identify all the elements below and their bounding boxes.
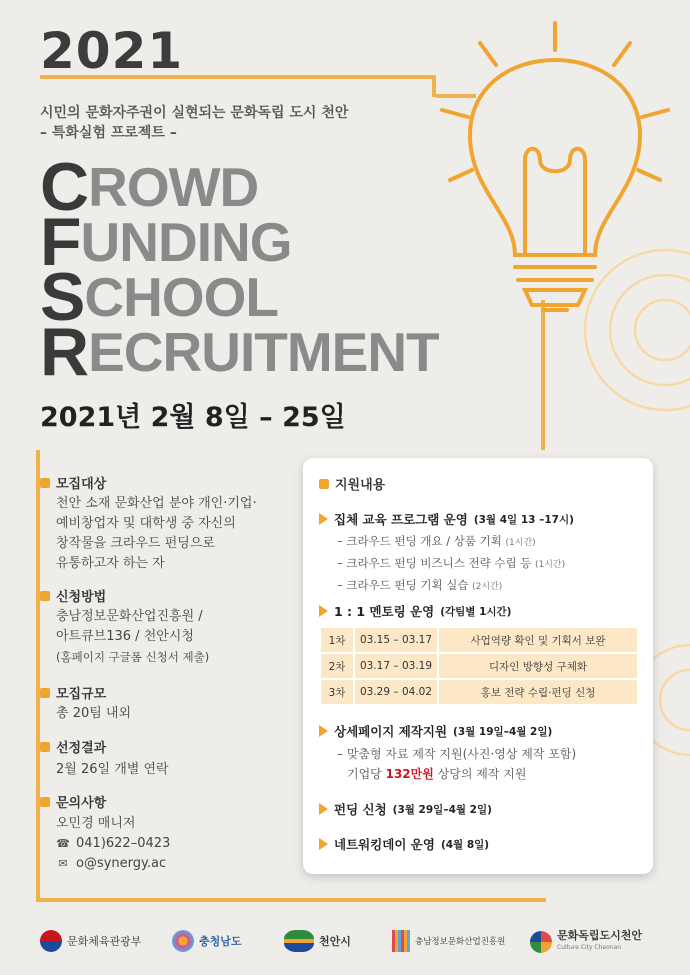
item-detail: (3월 4일 13 –17시) <box>473 513 574 526</box>
education-list <box>337 531 565 597</box>
item-mentoring <box>319 602 511 620</box>
text-line: 예비창업자 및 대학생 중 자신의 <box>56 516 236 531</box>
triangle-bullet-icon <box>319 605 328 617</box>
table-row <box>320 653 638 679</box>
contact-email: o@synergy.ac <box>76 856 167 871</box>
section-title: 문의사항 <box>56 796 107 811</box>
logo-label: 문화체육관광부 <box>67 935 142 948</box>
table-cell: 03.29 – 04.02 <box>354 679 438 705</box>
table-cell: 1차 <box>320 627 354 653</box>
table-row <box>320 679 638 705</box>
table-cell: 디자인 방향성 구체화 <box>438 653 638 679</box>
result-text: 2월 26일 개별 연락 <box>56 762 169 777</box>
contact-phone-row <box>56 834 170 854</box>
target-text <box>56 494 257 574</box>
item-funding <box>319 800 492 818</box>
text-line: – 맞춤형 자료 제작 지원(사진·영상 제작 포함) <box>337 747 577 761</box>
title-initial: S <box>40 259 85 335</box>
logo-chungnam <box>172 930 242 952</box>
section-title: 신청방법 <box>56 590 107 605</box>
item-detail: (4월 8일) <box>440 838 490 851</box>
item-detail-page <box>319 722 552 740</box>
square-bullet-icon <box>319 479 329 489</box>
item-networking <box>319 835 489 853</box>
deco-line-left-vertical <box>36 450 40 900</box>
item-label: 1 : 1 멘토링 운영 <box>334 604 435 619</box>
item-detail: (3월 19일–4월 2일) <box>453 725 553 738</box>
detail-page-text <box>337 744 576 784</box>
logo-ministry <box>40 930 141 952</box>
contact-email-row <box>56 854 170 874</box>
subtitle <box>40 103 348 143</box>
footer-logos <box>0 920 690 960</box>
section-scale <box>40 683 106 702</box>
year-heading: 2021 <box>40 22 184 80</box>
table-cell: 사업역량 확인 및 기획서 보완 <box>438 627 638 653</box>
title-row-funding <box>40 204 439 280</box>
text-post: 상당의 제작 지원 <box>433 767 527 781</box>
item-detail: (3월 29일–4월 2일) <box>392 803 492 816</box>
date-range: 2021년 2월 8일 – 25일 <box>40 402 346 433</box>
list-item-text: – 크라우드 펀딩 개요 / 상품 기획 <box>337 534 502 548</box>
triangle-bullet-icon <box>319 725 328 737</box>
deco-line-vertical <box>541 300 545 450</box>
title-row-crowd <box>40 149 439 225</box>
logo-label: 문화독립도시천안 <box>557 929 643 942</box>
text-line: 아트큐브136 / 천안시청 <box>56 629 194 644</box>
list-item-note: (2시간) <box>472 582 503 592</box>
triangle-bullet-icon <box>319 803 328 815</box>
item-label: 상세페이지 제작지원 <box>334 724 448 739</box>
main-title <box>40 149 439 390</box>
list-item-note: (1시간) <box>534 560 566 570</box>
contact-name: 오민경 매니저 <box>56 816 136 831</box>
title-rest: CHOOL <box>84 266 278 328</box>
logo-chungnam-institute <box>392 930 505 952</box>
contact-phone: 041)622–0423 <box>76 836 171 851</box>
title-rest: ROWD <box>88 156 259 218</box>
title-initial: C <box>40 149 89 225</box>
text-line: (홈페이지 구글폼 신청서 제출) <box>56 650 210 664</box>
table-cell: 2차 <box>320 653 354 679</box>
text-pre: 기업당 <box>347 767 386 781</box>
title-row-recruitment <box>40 314 439 390</box>
logo-sublabel: Culture City Cheonan <box>557 944 622 951</box>
triangle-bullet-icon <box>319 838 328 850</box>
triangle-bullet-icon <box>319 513 328 525</box>
phone-icon: ☎ <box>56 837 70 850</box>
square-bullet-icon <box>40 688 50 698</box>
title-row-school <box>40 259 439 335</box>
support-card <box>303 458 653 874</box>
title-initial: F <box>40 204 81 280</box>
logo-cheonan <box>284 930 351 952</box>
logo-text <box>557 930 642 954</box>
table-cell: 03.17 – 03.19 <box>354 653 438 679</box>
highlight-amount: 132만원 <box>385 767 434 781</box>
item-label: 집체 교육 프로그램 운영 <box>334 512 468 527</box>
flower-icon <box>172 930 194 952</box>
deco-line-bottom <box>36 898 546 902</box>
list-item-note: (1시간) <box>505 538 536 548</box>
scale-text: 총 20팀 내외 <box>56 706 132 721</box>
item-group-education <box>319 510 574 528</box>
text-line: 충남정보문화산업진흥원 / <box>56 609 203 624</box>
table-cell: 3차 <box>320 679 354 705</box>
text-line: 천안 소재 문화산업 분야 개인·기업· <box>56 496 257 511</box>
table-cell: 홍보 전략 수립·펀딩 신청 <box>438 679 638 705</box>
taegeuk-icon <box>40 930 62 952</box>
square-bullet-icon <box>40 742 50 752</box>
color-wheel-icon <box>530 931 552 953</box>
list-item <box>337 553 565 575</box>
section-target <box>40 473 106 492</box>
envelope-icon: ✉ <box>58 857 68 870</box>
title-initial: R <box>40 314 89 390</box>
subtitle-line-2: – 특화실험 프로젝트 – <box>40 125 177 141</box>
logo-label: 충청남도 <box>199 935 242 948</box>
title-rest: UNDING <box>80 211 292 273</box>
mentoring-table <box>319 626 639 706</box>
subtitle-line-1: 시민의 문화자주권이 실현되는 문화독립 도시 천안 <box>40 105 349 121</box>
logo-label: 충남정보문화산업진흥원 <box>415 937 506 947</box>
item-detail: (각팀별 1시간) <box>440 605 512 618</box>
grid-emblem-icon <box>392 930 410 952</box>
list-item <box>337 575 565 597</box>
square-bullet-icon <box>40 591 50 601</box>
cheonan-emblem-icon <box>284 930 314 952</box>
section-result <box>40 737 106 756</box>
text-line <box>337 764 576 784</box>
section-method <box>40 586 106 605</box>
logo-label: 천안시 <box>319 935 351 948</box>
text-line: 유통하고자 하는 자 <box>56 556 165 571</box>
text-line: 창작물을 크라우드 펀딩으로 <box>56 536 215 551</box>
section-contact <box>40 792 106 811</box>
deco-circles-icon <box>555 240 690 420</box>
square-bullet-icon <box>40 478 50 488</box>
contact-text <box>56 814 170 874</box>
table-row <box>320 627 638 653</box>
section-title: 선정결과 <box>56 741 107 756</box>
method-text <box>56 607 209 667</box>
list-item-text: – 크라우드 펀딩 비즈니스 전략 수립 등 <box>337 556 532 570</box>
item-label: 네트워킹데이 운영 <box>334 837 435 852</box>
square-bullet-icon <box>40 797 50 807</box>
support-title: 지원내용 <box>335 478 386 493</box>
list-item <box>337 531 565 553</box>
support-heading <box>319 474 385 493</box>
list-item-text: – 크라우드 펀딩 기획 실습 <box>337 578 469 592</box>
table-cell: 03.15 – 03.17 <box>354 627 438 653</box>
section-title: 모집규모 <box>56 687 107 702</box>
logo-culture-city <box>530 930 642 954</box>
item-label: 펀딩 신청 <box>334 802 387 817</box>
title-rest: ECRUITMENT <box>88 321 439 383</box>
section-title: 모집대상 <box>56 477 107 492</box>
